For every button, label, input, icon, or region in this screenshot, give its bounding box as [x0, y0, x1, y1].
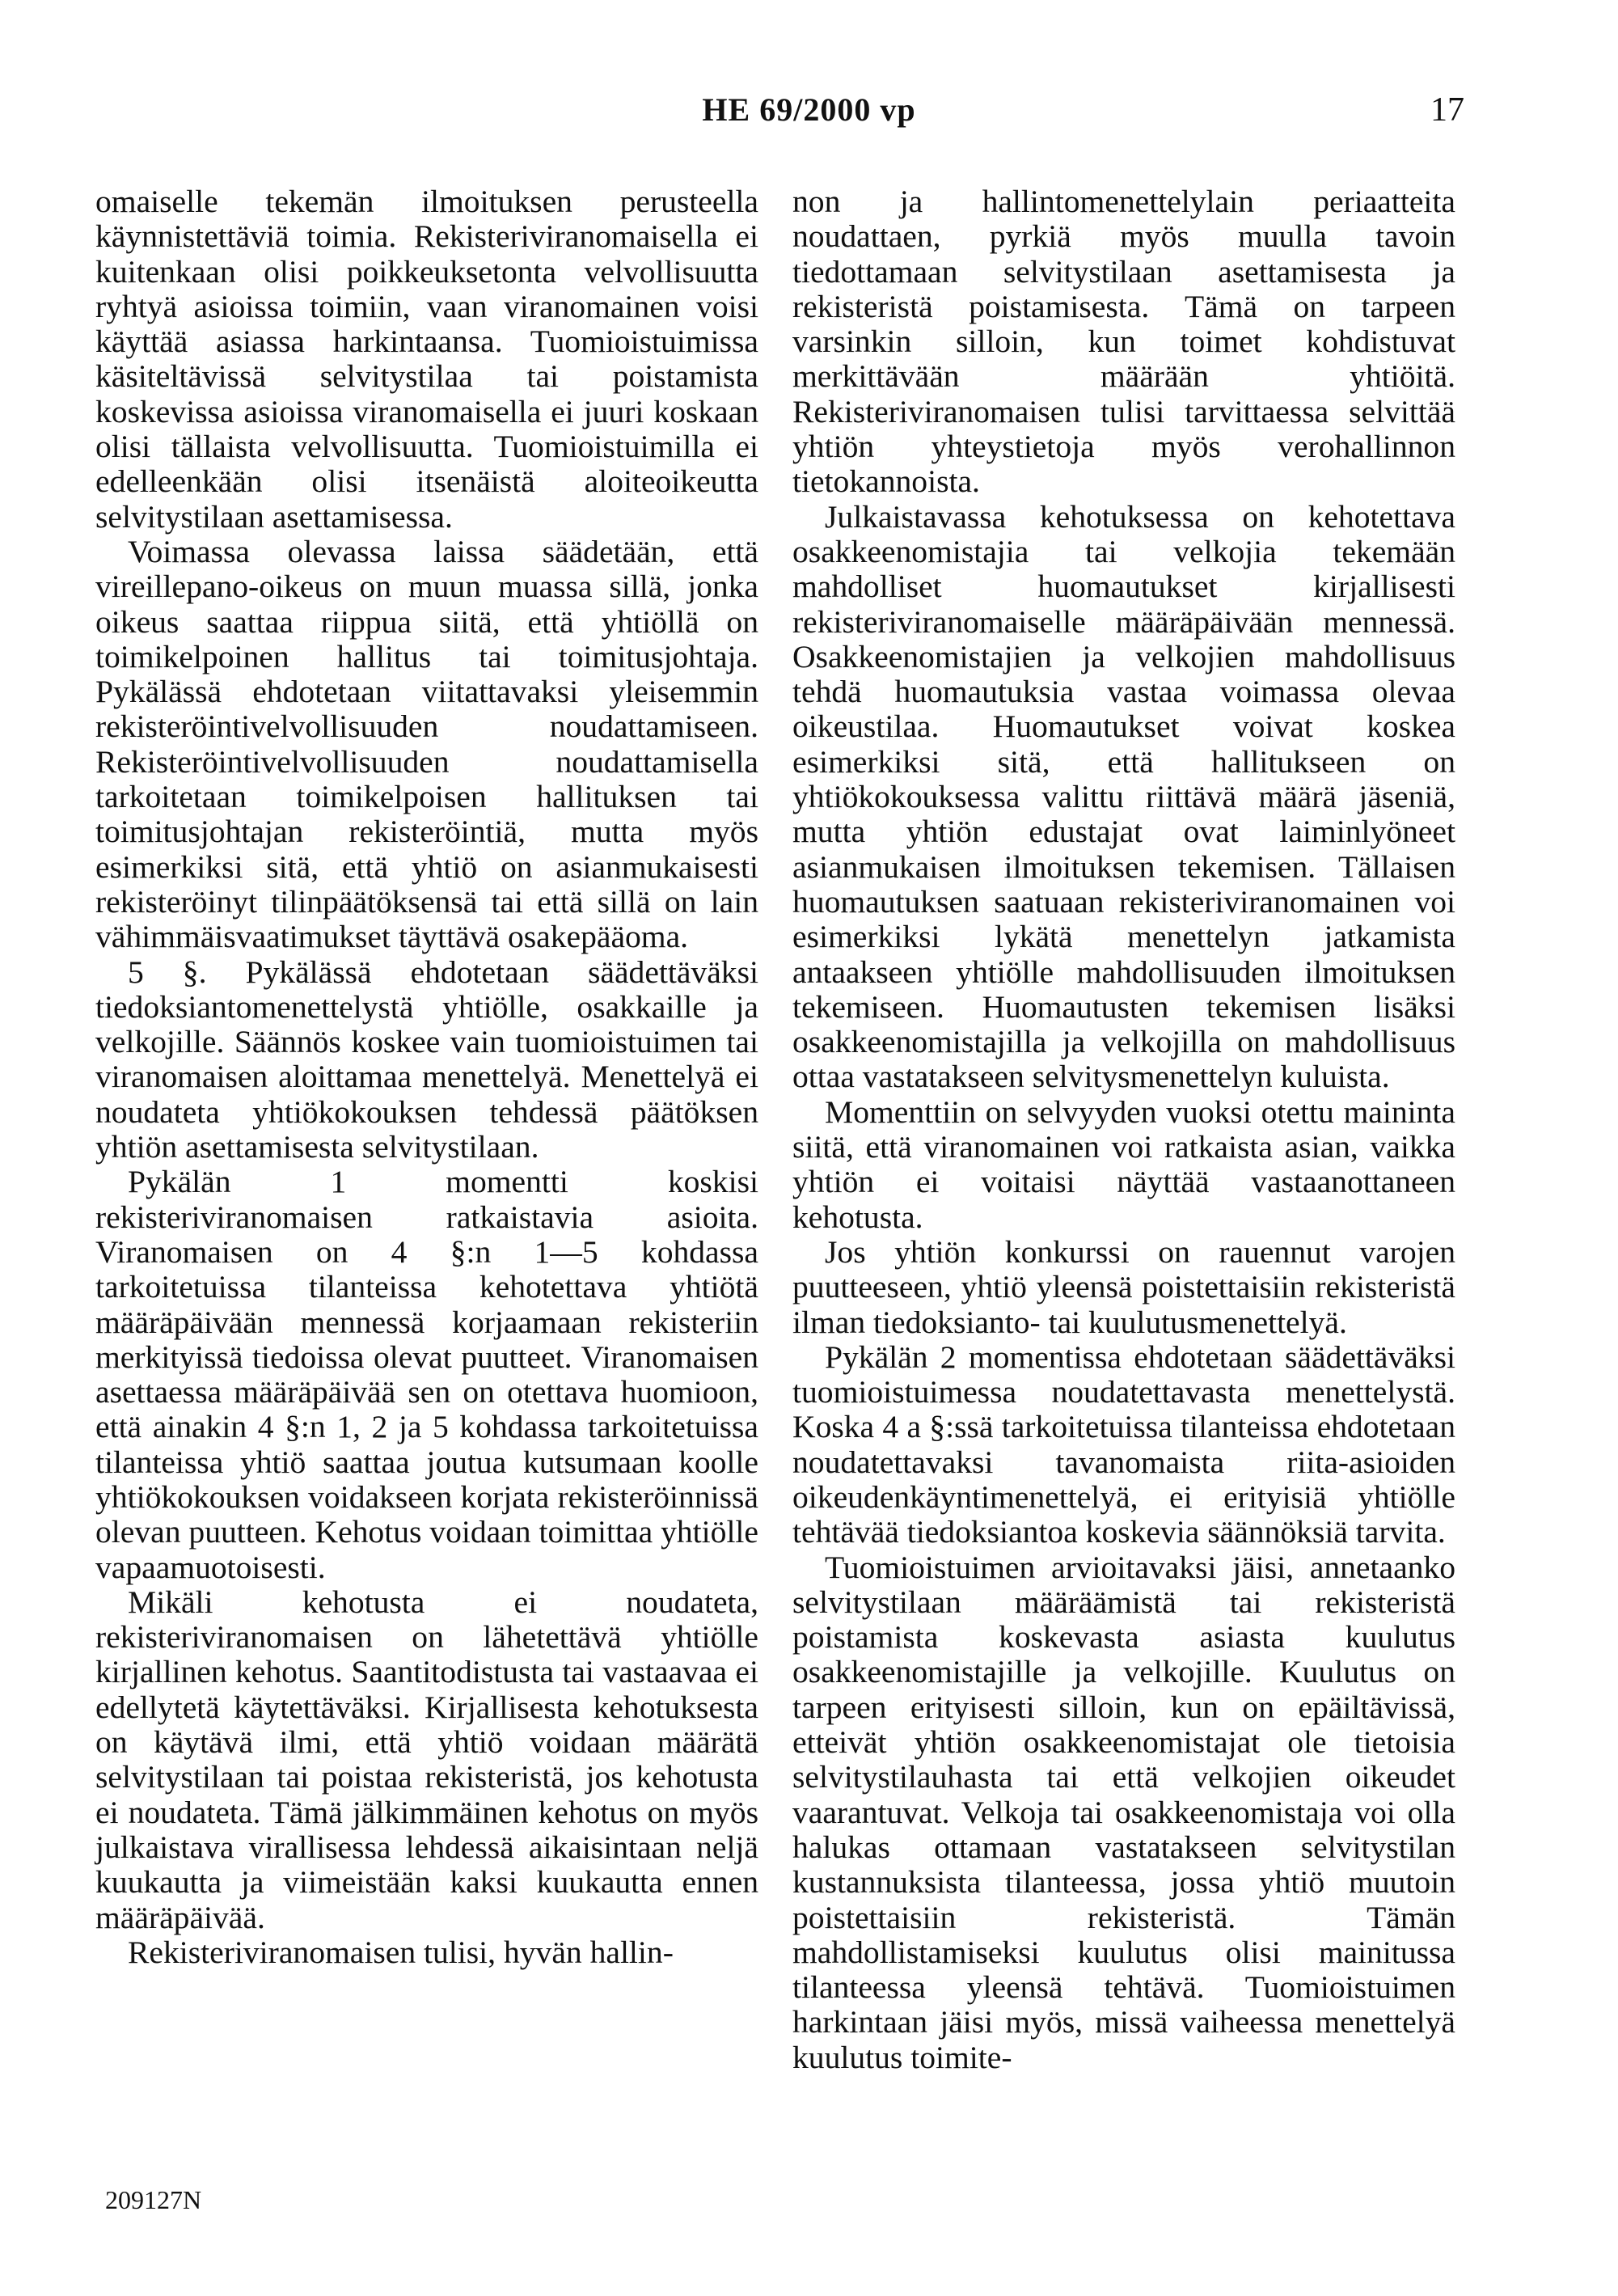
- paragraph: Tuomioistuimen arvioitavaksi jäisi, annetaanko selvitystilaan määräämistä tai rekisteristä poistamista koskevasta asiasta kuulutus osakkeenomistajille ja velkojille. Kuulutus on tarpeen erityisesti silloin, kun on epäiltävissä, etteivät yhtiön osakkeenomistajat ole tietoisia selvitystilauhasta tai että velkojien oikeudet vaarantuvat. Velkoja tai osakkeenomistaja voi olla halukas ottamaan vastatakseen selvitystilan kustannuksista tilanteessa, jossa yhtiö muutoin poistettaisiin rekisteristä. Tämän mahdollistamiseksi kuulutus olisi mainitussa tilanteessa yleensä tehtävä. Tuomioistuimen harkintaan jäisi myös, missä vaiheessa menettelyä kuulutus toimite-: [792, 1549, 1455, 2075]
- paragraph: non ja hallintomenettelylain periaatteita noudattaen, pyrkiä myös muulla tavoin tiedottamaan selvitystilaan asettamisesta ja rekisteristä poistamisesta. Tämä on tarpeen varsinkin silloin, kun toimet kohdistuvat merkittävään määrään yhtiöitä. Rekisteriviranomaisen tulisi tarvittaessa selvittää yhtiön yhteystietoja myös verohallinnon tietokannoista.: [792, 184, 1455, 500]
- paragraph: Voimassa olevassa laissa säädetään, että vireillepano-oikeus on muun muassa sillä, jonka oikeus saattaa riippua siitä, että yhtiöllä on toimikelpoinen hallitus tai toimitusjohtaja. Pykälässä ehdotetaan viitattavaksi yleisemmin rekisteröintivelvollisuuden noudattamiseen. Rekisteröintivelvollisuuden noudattamisella tarkoitetaan toimikelpoisen hallituksen tai toimitusjohtajan rekisteröintiä, mutta myös esimerkiksi sitä, että yhtiö on asianmukaisesti rekisteröinyt tilinpäätöksensä tai että sillä on lain vähimmäisvaatimukset täyttävä osakepääoma.: [95, 533, 758, 955]
- document-title: HE 69/2000 vp: [702, 91, 916, 128]
- paragraph: Pykälän 1 momentti koskisi rekisteriviranomaisen ratkaistavia asioita. Viranomaisen on 4 §:n 1—5 kohdassa tarkoitetuissa tilanteissa kehotettava yhtiötä määräpäivään mennessä korjaamaan rekisteriin merkityissä tiedoissa olevat puutteet. Viranomaisen asettaessa määräpäivää sen on otettava huomioon, että ainakin 4 §:n 1, 2 ja 5 kohdassa tarkoitetuissa tilanteissa yhtiö saattaa joutua kutsumaan koolle yhtiökokouksen voidakseen korjata rekisteröinnissä olevan puutteen. Kehotus voidaan toimittaa yhtiölle vapaamuotoisesti.: [95, 1164, 758, 1585]
- paragraph: 5 §. Pykälässä ehdotetaan säädettäväksi tiedoksiantomenettelystä yhtiölle, osakkaille ja velkojille. Säännös koskee vain tuomioistuimen tai viranomaisen aloittamaa menettelyä. Menettelyä ei noudateta yhtiökokouksen tehdessä päätöksen yhtiön asettamisesta selvitystilaan.: [95, 953, 758, 1165]
- paragraph: Pykälän 2 momentissa ehdotetaan säädettäväksi tuomioistuimessa noudatettavasta menettelystä. Koska 4 a §:ssä tarkoitetuissa tilanteissa ehdotetaan noudatettavaksi tavanomaista riita-asioiden oikeudenkäyntimenettelyä, ei erityisiä yhtiölle tehtävää tiedoksiantoa koskevia säännöksiä tarvita.: [792, 1338, 1455, 1550]
- print-code: 209127N: [105, 2185, 202, 2214]
- paragraph: Mikäli kehotusta ei noudateta, rekisteriviranomaisen on lähetettävä yhtiölle kirjallinen kehotus. Saantitodistusta tai vastaavaa ei edellytetä käytettäväksi. Kirjallisesta kehotuksesta on käytävä ilmi, että yhtiö voidaan määrätä selvitystilaan tai poistaa rekisteristä, jos kehotusta ei noudateta. Tämä jälkimmäinen kehotus on myös julkaistava virallisessa lehdessä aikaisintaan neljä kuukautta ja viimeistään kaksi kuukautta ennen määräpäivää.: [95, 1584, 758, 1935]
- left-column: [95, 184, 758, 1970]
- right-column: [792, 184, 1455, 2075]
- page-number: 17: [1430, 91, 1464, 129]
- paragraph: Momenttiin on selvyyden vuoksi otettu maininta siitä, että viranomainen voi ratkaista asian, vaikka yhtiön ei voitaisi näyttää vastaanottaneen kehotusta.: [792, 1093, 1455, 1235]
- paragraph: Rekisteriviranomaisen tulisi, hyvän hallin-: [128, 1934, 674, 1970]
- paragraph: Julkaistavassa kehotuksessa on kehotettava osakkeenomistajia tai velkojia tekemään mahdolliset huomautukset kirjallisesti rekisteriviranomaiselle määräpäivään mennessä. Osakkeenomistajien ja velkojien mahdollisuus tehdä huomautuksia vastaa voimassa olevaa oikeustilaa. Huomautukset voivat koskea esimerkiksi sitä, että hallitukseen on yhtiökokouksessa valittu riittävä määrä jäseniä, mutta yhtiön edustajat ovat laiminlyöneet asianmukaisen ilmoituksen tekemisen. Tällaisen huomautuksen saatuaan rekisteriviranomainen voi esimerkiksi lykätä menettelyn jatkamista antaakseen yhtiölle mahdollisuuden ilmoituksen tekemiseen. Huomautusten tekemisen lisäksi osakkeenomistajilla ja velkojilla on mahdollisuus ottaa vastatakseen selvitysmenettelyn kuluista.: [792, 498, 1455, 1095]
- paragraph: omaiselle tekemän ilmoituksen perusteella käynnistettäviä toimia. Rekisteriviranomaisella ei kuitenkaan olisi poikkeuksetonta velvollisuutta ryhtyä asioissa toimiin, vaan viranomainen voisi käyttää asiassa harkintaansa. Tuomioistuimissa käsiteltävissä selvitystilaa tai poistamista koskevissa asioissa viranomaisella ei juuri koskaan olisi tällaista velvollisuutta. Tuomioistuimilla ei edelleenkään olisi itsenäistä aloiteoikeutta selvitystilaan asettamisessa.: [95, 184, 758, 535]
- paragraph: Jos yhtiön konkurssi on rauennut varojen puutteeseen, yhtiö yleensä poistettaisiin rekisteristä ilman tiedoksianto- tai kuulutusmenettelyä.: [792, 1233, 1455, 1340]
- page-header: [0, 91, 1618, 139]
